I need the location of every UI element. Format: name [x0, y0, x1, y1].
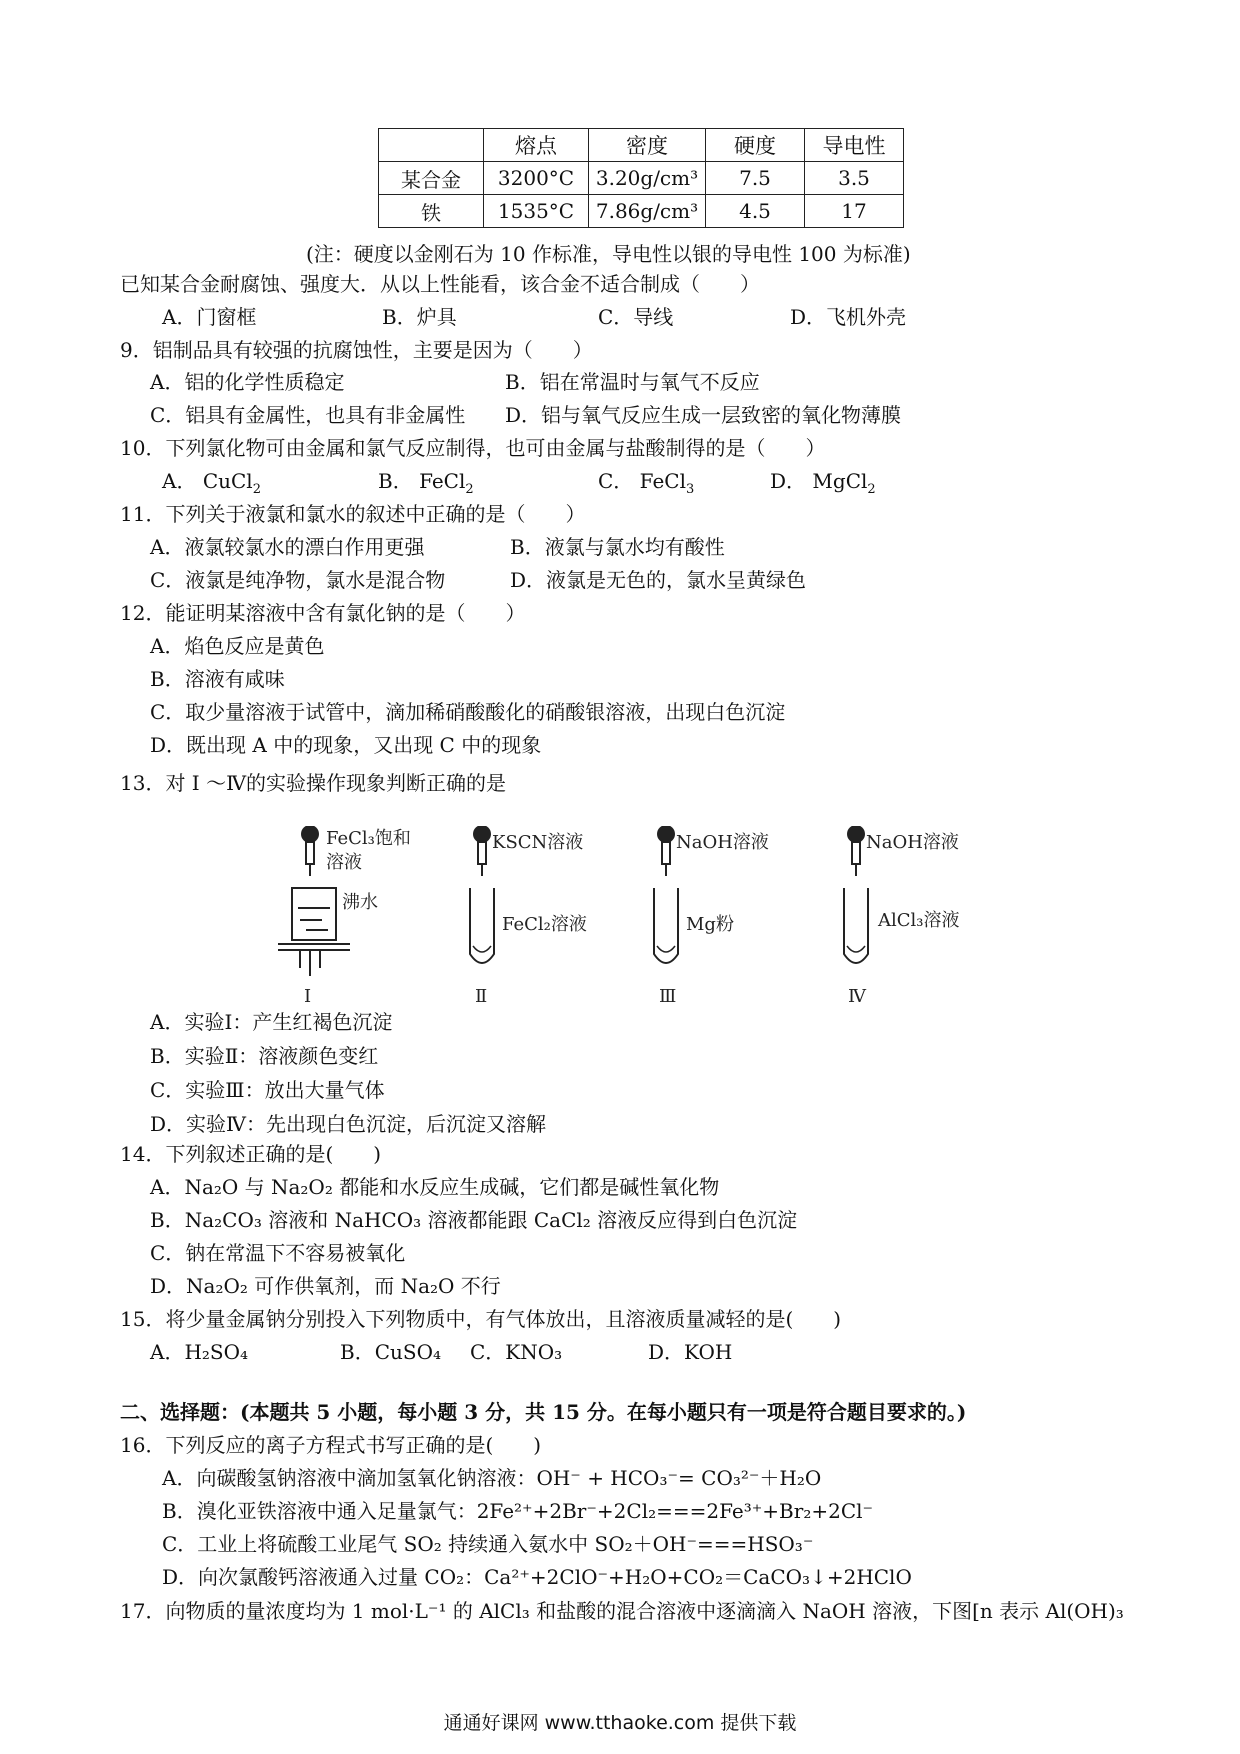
fig-roman-1: I: [304, 986, 312, 1006]
q11-option-b: B．液氯与氯水均有酸性: [510, 535, 725, 559]
burner-icon: [300, 950, 320, 976]
q14-option-c: C．钠在常温下不容易被氧化: [150, 1241, 406, 1265]
table-cell: 7.86g/cm³: [589, 195, 706, 228]
q8-option-c: C．导线: [598, 305, 674, 329]
q8-option-b: B．炉具: [382, 305, 457, 329]
q12-option-a: A．焰色反应是黄色: [150, 634, 325, 658]
table-header-cell: 熔点: [484, 129, 589, 162]
q12-stem: 12．能证明某溶液中含有氯化钠的是（ ）: [120, 601, 526, 625]
section-heading: 二、选择题：(本题共 5 小题，每小题 3 分，共 15 分。在每小题只有一项是符合题目要求的。): [120, 1400, 967, 1424]
table-header-cell: 导电性: [805, 129, 904, 162]
q13-option-b: B．实验Ⅱ：溶液颜色变红: [150, 1044, 379, 1068]
q14-stem: 14．下列叙述正确的是( ): [120, 1142, 382, 1166]
beaker-icon: [278, 888, 350, 950]
table-cell: 3.5: [805, 162, 904, 195]
q16-option-a: A．向碳酸氢钠溶液中滴加氢氧化钠溶液：OH⁻ + HCO₃⁻= CO₃²⁻＋H₂O: [162, 1466, 822, 1490]
q14-option-a: A．Na₂O 与 Na₂O₂ 都能和水反应生成碱，它们都是碱性氧化物: [150, 1175, 720, 1199]
table-header-cell: [379, 129, 484, 162]
table-cell: 铁: [379, 195, 484, 228]
fig-label-reagent-1: FeCl₃饱和: [326, 828, 411, 849]
q16-option-c: C．工业上将硫酸工业尾气 SO₂ 持续通入氨水中 SO₂＋OH⁻===HSO₃⁻: [162, 1532, 814, 1556]
q12-option-b: B．溶液有咸味: [150, 667, 285, 691]
q11-option-c: C．液氯是纯净物，氯水是混合物: [150, 568, 446, 592]
q9-option-d: D．铝与氧气反应生成一层致密的氧化物薄膜: [505, 403, 902, 427]
fig-label-content-1: 沸水: [342, 892, 378, 913]
table-cell: 17: [805, 195, 904, 228]
q16-option-d: D．向次氯酸钙溶液通入过量 CO₂：Ca²⁺+2ClO⁻+H₂O+CO₂＝CaCO₃↓+2HClO: [162, 1565, 912, 1589]
q10-option-a: A． CuCl$_2$: [162, 469, 261, 497]
table-row: [379, 162, 904, 195]
q11-option-a: A．液氯较氯水的漂白作用更强: [150, 535, 425, 559]
fig-roman-3: Ⅲ: [659, 986, 677, 1006]
footer: 通通好课网 www.tthaoke.com 提供下载: [443, 1712, 797, 1734]
q12-option-c: C．取少量溶液于试管中，滴加稀硝酸酸化的硝酸银溶液，出现白色沉淀: [150, 700, 786, 724]
table-note: (注：硬度以金刚石为 10 作标准，导电性以银的导电性 100 为标准): [306, 242, 911, 266]
q9-option-b: B．铝在常温时与氧气不反应: [505, 370, 760, 394]
test-tube-icon: [844, 888, 868, 963]
q13-option-d: D．实验Ⅳ：先出现白色沉淀，后沉淀又溶解: [150, 1112, 547, 1136]
q9-stem: 9．铝制品具有较强的抗腐蚀性，主要是因为（ ）: [120, 338, 593, 362]
q10-option-b: B． FeCl$_2$: [378, 469, 474, 497]
dropper-icon: [474, 826, 490, 876]
q15-option-c: C．KNO₃: [470, 1340, 563, 1364]
fig-label-reagent-2: KSCN溶液: [492, 832, 584, 853]
table-header-cell: 密度: [589, 129, 706, 162]
q10-option-d: D． MgCl$_2$: [770, 469, 876, 497]
q15-option-b: B．CuSO₄: [340, 1340, 441, 1364]
table-cell: 4.5: [706, 195, 805, 228]
q10-option-c: C． FeCl$_3$: [598, 469, 695, 497]
dropper-icon: [848, 826, 864, 876]
dropper-icon: [302, 826, 318, 876]
q13-stem: 13．对 I ～Ⅳ的实验操作现象判断正确的是: [120, 771, 507, 795]
table-cell: 7.5: [706, 162, 805, 195]
fig-label-reagent-1b: 溶液: [326, 852, 362, 873]
q10-stem: 10．下列氯化物可由金属和氯气反应制得，也可由金属与盐酸制得的是（ ）: [120, 436, 826, 460]
q11-option-d: D．液氯是无色的，氯水呈黄绿色: [510, 568, 807, 592]
fig-roman-4: Ⅳ: [848, 986, 866, 1006]
q16-stem: 16．下列反应的离子方程式书写正确的是( ): [120, 1433, 542, 1457]
experiment-figure: [270, 826, 1010, 1006]
q16-option-b: B．溴化亚铁溶液中通入足量氯气：2Fe²⁺+2Br⁻+2Cl₂===2Fe³⁺+Br₂+2Cl⁻: [162, 1499, 874, 1523]
table-row: [379, 195, 904, 228]
q9-option-a: A．铝的化学性质稳定: [150, 370, 345, 394]
fig-roman-2: Ⅱ: [475, 986, 488, 1006]
fig-label-content-4: AlCl₃溶液: [878, 910, 960, 931]
fig-label-content-3: Mg粉: [686, 914, 734, 935]
q8-option-d: D．飞机外壳: [790, 305, 907, 329]
q9-option-c: C．铝具有金属性，也具有非金属性: [150, 403, 466, 427]
fig-label-reagent-3: NaOH溶液: [676, 832, 769, 853]
table-cell: 1535°C: [484, 195, 589, 228]
table-header-cell: 硬度: [706, 129, 805, 162]
fig-label-content-2: FeCl₂溶液: [502, 914, 587, 935]
fig-label-reagent-4: NaOH溶液: [866, 832, 959, 853]
table-cell: 某合金: [379, 162, 484, 195]
q13-option-c: C．实验Ⅲ：放出大量气体: [150, 1078, 385, 1102]
q12-option-d: D．既出现 A 中的现象，又出现 C 中的现象: [150, 733, 542, 757]
table-cell: 3200°C: [484, 162, 589, 195]
test-tube-icon: [470, 888, 494, 963]
q8-stem: 已知某合金耐腐蚀、强度大．从以上性能看，该合金不适合制成（ ）: [120, 272, 760, 296]
q8-option-a: A．门窗框: [162, 305, 257, 329]
table-cell: 3.20g/cm³: [589, 162, 706, 195]
q13-option-a: A．实验Ⅰ：产生红褐色沉淀: [150, 1010, 393, 1034]
q15-option-a: A．H₂SO₄: [150, 1340, 249, 1364]
test-tube-icon: [654, 888, 678, 963]
properties-table: [378, 128, 904, 228]
q17-stem: 17．向物质的量浓度均为 1 mol·L⁻¹ 的 AlCl₃ 和盐酸的混合溶液中逐滴滴入 NaOH 溶液，下图[n 表示 Al(OH)₃: [120, 1599, 1124, 1623]
q15-option-d: D．KOH: [648, 1340, 733, 1364]
q11-stem: 11．下列关于液氯和氯水的叙述中正确的是（ ）: [120, 502, 586, 526]
q15-stem: 15．将少量金属钠分别投入下列物质中，有气体放出，且溶液质量减轻的是( ): [120, 1307, 842, 1331]
dropper-icon: [658, 826, 674, 876]
q14-option-d: D．Na₂O₂ 可作供氧剂，而 Na₂O 不行: [150, 1274, 501, 1298]
table-header-row: [379, 129, 904, 162]
q14-option-b: B．Na₂CO₃ 溶液和 NaHCO₃ 溶液都能跟 CaCl₂ 溶液反应得到白色沉淀: [150, 1208, 798, 1232]
